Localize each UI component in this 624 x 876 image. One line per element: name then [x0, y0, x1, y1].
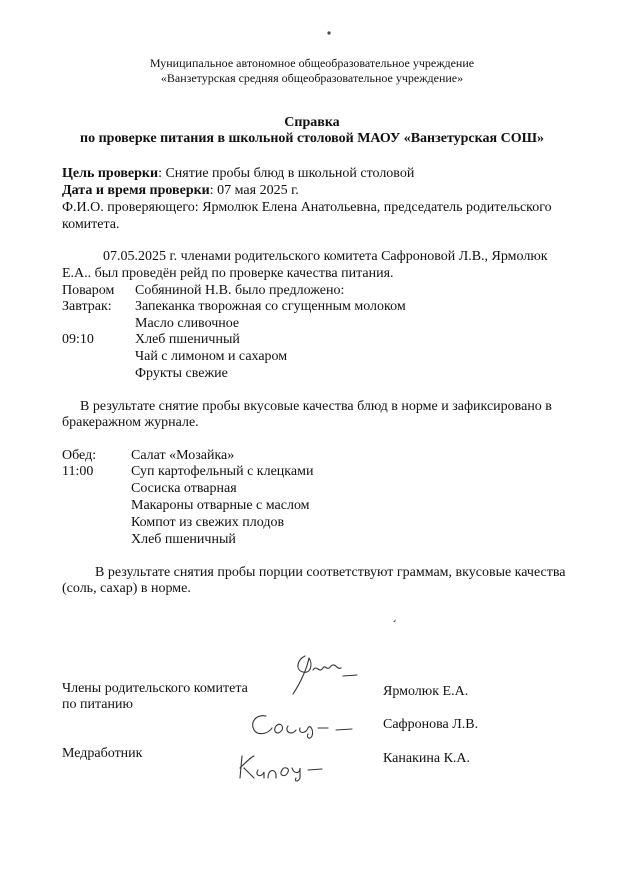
breakfast-time: 09:10 — [62, 332, 94, 347]
breakfast-result-line2: бракеражном журнале. — [62, 415, 199, 430]
org-name-line1: Муниципальное автономное общеобразовательное учреждение — [149, 56, 475, 70]
list-item: Салат «Мозайка» — [131, 448, 235, 463]
datetime-label: Дата и время проверки — [62, 183, 210, 198]
lunch-time: 11:00 — [62, 464, 94, 479]
lunch-result-line1: В результате снятия пробы порции соответствуют граммам, вкусовые качества — [95, 565, 566, 580]
breakfast-label: Завтрак: — [62, 299, 112, 314]
committee-label-line2: по питанию — [62, 697, 133, 712]
inspector-line1: Ф.И.О. проверяющего: Ярмолюк Елена Анатольевна, председатель родительского — [62, 200, 552, 215]
list-item: Чай с лимоном и сахаром — [135, 349, 288, 364]
inspection-datetime — [62, 183, 299, 199]
intro-line1: 07.05.2025 г. членами родительского комитета Сафроновой Л.В., Ярмолюк — [103, 249, 548, 264]
signature-safronova — [248, 708, 358, 742]
list-item: Хлеб пшеничный — [131, 532, 236, 547]
goal-value: : Снятие пробы блюд в школьной столовой — [158, 166, 415, 181]
signature-kanakina — [234, 752, 334, 782]
signer-name: Ярмолюк Е.А. — [383, 684, 469, 699]
list-item: Масло сливочное — [135, 316, 240, 331]
committee-label-line1: Члены родительского комитета — [62, 681, 248, 696]
list-item: Запеканка творожная со сгущенным молоком — [135, 299, 406, 314]
scan-speck — [324, 28, 334, 38]
signer-name: Канакина К.А. — [383, 751, 471, 766]
list-item: Макароны отварные с маслом — [131, 498, 310, 513]
inspection-goal — [62, 166, 414, 182]
signer-name: Сафронова Л.В. — [383, 717, 479, 732]
document-title: Справка — [284, 115, 340, 130]
goal-label: Цель проверки — [62, 166, 159, 181]
medic-label: Медработник — [62, 746, 143, 761]
scan-speck — [390, 616, 400, 626]
list-item: Фрукты свежие — [135, 366, 228, 381]
org-name-line2: «Ванзетурская средняя общеобразовательное учреждение» — [160, 71, 464, 85]
datetime-value: : 07 мая 2025 г. — [209, 183, 299, 198]
intro-line2: Е.А.. был проведён рейд по проверке качества питания. — [62, 266, 394, 281]
lunch-result-line2: (соль, сахар) в норме. — [62, 581, 191, 596]
list-item: Компот из свежих плодов — [131, 515, 285, 530]
document-subtitle: по проверке питания в школьной столовой МАОУ «Ванзетурская СОШ» — [80, 131, 544, 146]
list-item: Суп картофельный с клецками — [131, 464, 314, 479]
cook-label: Поваром — [62, 283, 115, 298]
list-item: Хлеб пшеничный — [135, 332, 240, 347]
cook-text: Собяниной Н.В. было предложено: — [135, 283, 345, 298]
lunch-label: Обед: — [62, 448, 97, 463]
breakfast-result-line1: В результате снятие пробы вкусовые качества блюд в норме и зафиксировано в — [80, 399, 552, 414]
inspector-line2: комитета. — [62, 217, 120, 232]
signature-yarmolyuk — [283, 650, 363, 700]
list-item: Сосиска отварная — [131, 481, 237, 496]
